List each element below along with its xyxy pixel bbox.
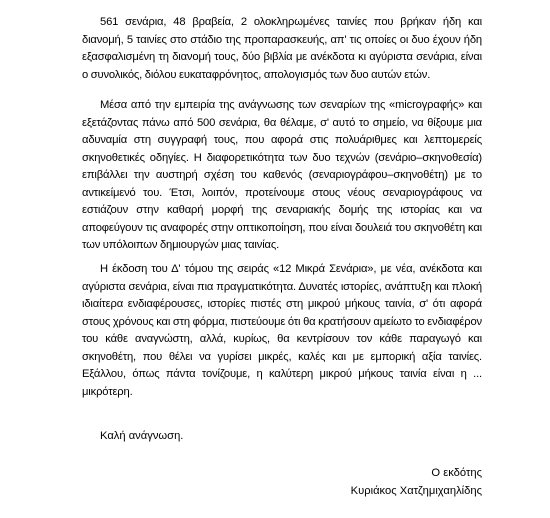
paragraph-statistics: 561 σενάρια, 48 βραβεία, 2 ολοκληρωμένες ταινίες που βρήκαν ήδη και διανομή, 5 ταινίες στο στάδιο της προπαρασκευής, απ' τις οποίες οι δυο έχουν ήδη εξασφαλισμένη τη διανομή τους, δύο βιβλία με ανέκδοτα κι αγύριστα σενάρια, είναι ο συνολικός, διόλου ευκαταφρόνητος, απολογισμός των δυο αυτών ετών.: [82, 16, 482, 81]
closing-greeting: Καλή ανάγνωση.: [100, 430, 184, 442]
signature-role: Ο εκδότης: [431, 467, 482, 479]
paragraph-volume-announcement: Η έκδοση του Δ' τόμου της σειράς «12 Μικρά Σενάρια», με νέα, ανέκδοτα και αγύριστα σενάρια, είναι πια πραγματικότητα. Δυνατές ιστορίες, ανάπτυξη και πλοκή ιδιαίτερα ενδιαφέρουσες, ιστορίες πιστές στη μικρού μήκους ταινία, σ' ότι αφορά στους χρόνους και στη φόρμα, πιστεύουμε ότι θα κρατήσουν αμείωτο το ενδιαφέρον του κάθε αναγνώστη, αλλά, κυρίως, θα κεντρίσουν τον κάθε παραγωγό και σκηνοθέτη, που θέλει να γυρίσει μικρές, καλές και με εμπορική αξία ταινίες. Εξάλλου, όπως πάντα τονίζουμε, η καλύτερη μικρού μήκους ταινία είναι η ... μικρότερη.: [82, 263, 482, 398]
signature-name: Κυριάκος Χατζημιχαηλίδης: [350, 484, 482, 497]
signature-block: [351, 465, 482, 500]
paragraph-directing-notes: Μέσα από την εμπειρία της ανάγνωσης των σεναρίων της «micrογραφής» και εξετάζοντας πάνω από 500 σενάρια, θα θέλαμε, σ' αυτό το σημείο, να θίξουμε μια αδυναμία στη συγγραφή τους, που αφορά στις πολυάριθμες και λεπτομερείς σκηνοθετικές οδηγίες. Η διαφορετικότητα των δυο τεχνών (σενάριο–σκηνοθεσία) επιβάλλει την αυστηρή σχέση του καθενός (σεναριογράφου–σκηνοθέτη) με το αντικείμενό του. Έτσι, λοιπόν, προτείνουμε στους νέους σεναριογράφους να εστιάζουν στην καθαρή μορφή της σεναριακής δομής της ιστορίας και να αποφεύγουν τις αναφορές στην οπτικοποίηση, που είναι δουλειά του σκηνοθέτη και των υπόλοιπων δημιουργών μιας ταινίας.: [82, 99, 482, 251]
